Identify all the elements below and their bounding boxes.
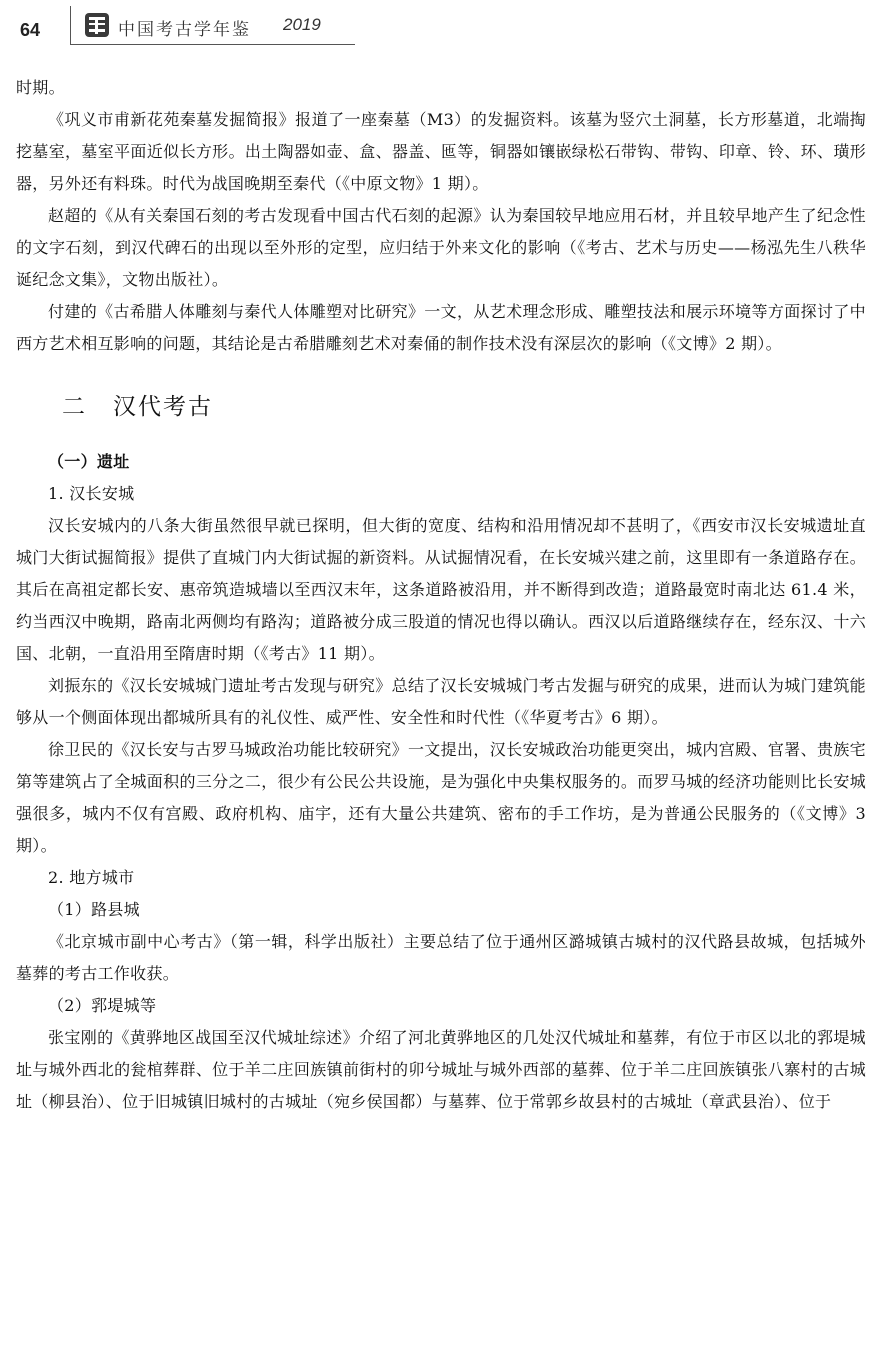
journal-year: 2019 — [283, 15, 321, 34]
item-heading: 1. 汉长安城 — [48, 484, 135, 503]
paragraph: 徐卫民的《汉长安与古罗马城政治功能比较研究》一文提出，汉长安城政治功能更突出，城内宫殿、官署、贵族宅第等建筑占了全城面积的三分之二，很少有公民公共设施，是为强化中央集权服务的。而罗马城的经济功能则比长安城强很多，城内不仅有宫殿、政府机构、庙宇，还有大量公共建筑、密布的手工作坊，是为普通公民服务的（《文博》3 期）。 — [16, 740, 866, 855]
journal-title: 中国考古学年鉴 — [118, 20, 251, 40]
paragraph: 张宝刚的《黄骅地区战国至汉代城址综述》介绍了河北黄骅地区的几处汉代城址和墓葬，有位于市区以北的郛堤城址与城外西北的瓮棺葬群、位于羊二庄回族镇前街村的卯兮城址与城外西部的墓葬、位于羊二庄回族镇张八寨村的古城址（柳县治）、位于旧城镇旧城村的古城址（宛乡侯国都）与墓葬、位于常郭乡故县村的古城址（章武县治）、位于 — [16, 1028, 866, 1111]
section-heading — [16, 390, 866, 424]
item-heading: 2. 地方城市 — [48, 868, 135, 887]
paragraph-continued: 时期。 — [16, 78, 65, 97]
subsection-heading: （一）遗址 — [48, 452, 130, 471]
paragraph: 刘振东的《汉长安城城门遗址考古发现与研究》总结了汉长安城城门考古发掘与研究的成果，进而认为城门建筑能够从一个侧面体现出都城所具有的礼仪性、威严性、安全性和时代性（《华夏考古》6 期）。 — [16, 676, 866, 727]
section-title: 汉代考古 — [113, 394, 213, 420]
journal-logo-icon — [84, 12, 110, 38]
sub-item-heading: （2）郛堤城等 — [48, 996, 157, 1015]
paragraph: 付建的《古希腊人体雕刻与秦代人体雕塑对比研究》一文，从艺术理念形成、雕塑技法和展示环境等方面探讨了中西方艺术相互影响的问题，其结论是古希腊雕刻艺术对秦俑的制作技术没有深层次的影响（《文博》2 期）。 — [16, 302, 866, 353]
header-horizontal-rule — [70, 44, 355, 45]
paragraph: 赵超的《从有关秦国石刻的考古发现看中国古代石刻的起源》认为秦国较早地应用石材，并且较早地产生了纪念性的文字石刻，到汉代碑石的出现以至外形的定型，应归结于外来文化的影响（《考古、艺术与历史——杨泓先生八秩华诞纪念文集》，文物出版社）。 — [16, 206, 866, 289]
page-header — [0, 0, 880, 50]
page-number: 64 — [20, 20, 41, 40]
paragraph: 《巩义市甫新花苑秦墓发掘简报》报道了一座秦墓（M3）的发掘资料。该墓为竖穴土洞墓，长方形墓道，北端掏挖墓室，墓室平面近似长方形。出土陶器如壶、盒、器盖、匜等，铜器如镶嵌绿松石带钩、带钩、印章、铃、环、璜形器，另外还有料珠。时代为战国晚期至秦代（《中原文物》1 期）。 — [16, 110, 866, 193]
sub-item-heading: （1）路县城 — [48, 900, 140, 919]
paragraph: 《北京城市副中心考古》（第一辑，科学出版社）主要总结了位于通州区潞城镇古城村的汉代路县故城，包括城外墓葬的考古工作收获。 — [16, 932, 866, 983]
section-number: 二 — [62, 394, 87, 420]
article-body — [16, 72, 866, 1118]
header-vertical-rule — [70, 6, 71, 44]
paragraph: 汉长安城内的八条大街虽然很早就已探明，但大街的宽度、结构和沿用情况却不甚明了，《西安市汉长安城遗址直城门大街试掘简报》提供了直城门内大街试掘的新资料。从试掘情况看，在长安城兴建之前，这里即有一条道路存在。其后在高祖定都长安、惠帝筑造城墙以至西汉末年，这条道路被沿用，并不断得到改造；道路最宽时南北达 61.4 米，约当西汉中晚期，路南北两侧均有路沟；道路被分成三股道的情况也得以确认。西汉以后道路继续存在，经东汉、十六国、北朝，一直沿用至隋唐时期（《考古》11 期）。 — [16, 516, 866, 663]
